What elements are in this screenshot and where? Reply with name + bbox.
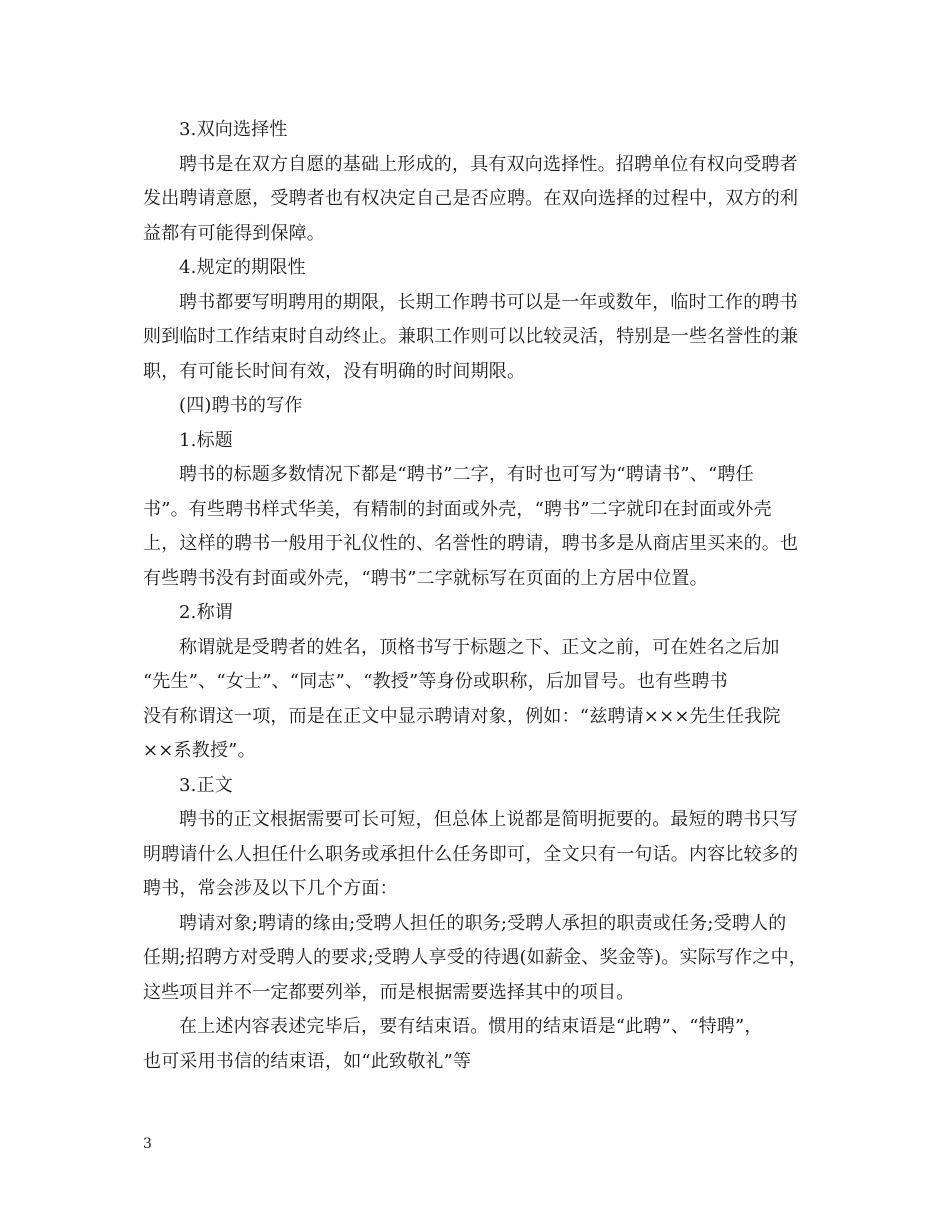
line-14: 有些聘书没有封面或外壳，“聘书”二字就标写在页面的上方居中位置。: [143, 567, 708, 589]
page-number: 3: [143, 1136, 152, 1152]
line-2: 聘书是在双方自愿的基础上形成的，具有双向选择性。招聘单位有权向受聘者: [179, 153, 798, 175]
line-21: 聘书的正文根据需要可长可短，但总体上说都是简明扼要的。最短的聘书只写: [179, 809, 798, 830]
line-3: 发出聘请意愿，受聘者也有权决定自己是否应聘。在双向选择的过程中，双方的利: [143, 188, 799, 209]
document-body: [143, 113, 808, 1079]
line-23: 聘书，常会涉及以下几个方面：: [143, 878, 398, 899]
line-8: 职，有可能长时间有效，没有明确的时间期限。: [143, 360, 526, 382]
line-12: 书”。有些聘书样式华美，有精制的封面或外壳，“聘书”二字就印在封面或外壳: [143, 498, 772, 520]
line-17: “先生”、“女士”、“同志”、“教授”等身份或职称，后加冒号。也有些聘书: [143, 671, 728, 692]
line-4: 益都有可能得到保障。: [143, 222, 325, 244]
line-20: 3.正文: [179, 774, 233, 796]
line-22: 明聘请什么人担任什么职务或承担什么任务即可，全文只有一句话。内容比较多的: [143, 843, 799, 865]
line-1: 3.双向选择性: [179, 119, 288, 140]
line-25: 任期;招聘方对受聘人的要求;受聘人享受的待遇(如薪金、奖金等)。实际写作之中，: [143, 947, 807, 968]
line-9: (四)聘书的写作: [179, 395, 303, 416]
line-11: 聘书的标题多数情况下都是“聘书”二字，有时也可写为“聘请书”、“聘任: [179, 464, 754, 485]
line-5: 4.规定的期限性: [179, 257, 306, 278]
line-13: 上，这样的聘书一般用于礼仪性的、名誉性的聘请，聘书多是从商店里买来的。也: [143, 533, 799, 554]
line-24: 聘请对象;聘请的缘由;受聘人担任的职务;受聘人承担的职责或任务;受聘人的: [179, 912, 787, 934]
line-15: 2.称谓: [179, 602, 233, 623]
line-28: 也可采用书信的结束语，如“此致敬礼”等: [143, 1050, 472, 1072]
line-10: 1.标题: [179, 429, 233, 451]
line-27: 在上述内容表述完毕后，要有结束语。惯用的结束语是“此聘”、“特聘”，: [179, 1016, 763, 1037]
line-6: 聘书都要写明聘用的期限，长期工作聘书可以是一年或数年，临时工作的聘书: [179, 291, 798, 313]
line-7: 则到临时工作结束时自动终止。兼职工作则可以比较灵活，特别是一些名誉性的兼: [143, 326, 799, 347]
line-16: 称谓就是受聘者的姓名，顶格书写于标题之下、正文之前，可在姓名之后加: [179, 636, 780, 658]
line-19: ××系教授”。: [143, 740, 256, 761]
line-18: 没有称谓这一项，而是在正文中显示聘请对象，例如：“兹聘请×××先生任我院: [143, 705, 781, 727]
line-26: 这些项目并不一定都要列举，而是根据需要选择其中的项目。: [143, 981, 635, 1003]
